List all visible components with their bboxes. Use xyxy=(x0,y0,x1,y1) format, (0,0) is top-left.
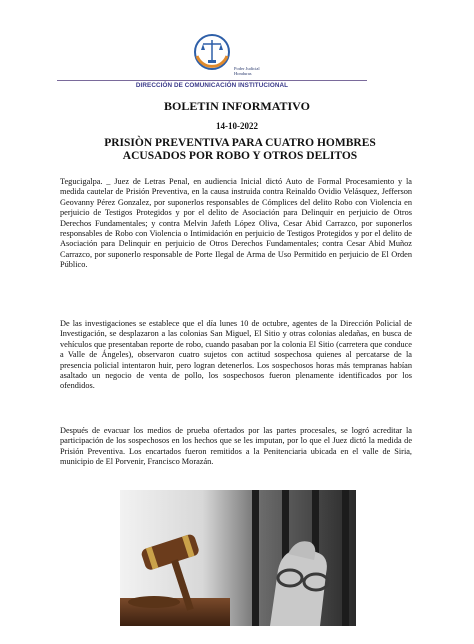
bulletin-date: 14-10-2022 xyxy=(216,121,258,131)
department-rule xyxy=(57,80,367,90)
headline: PRISIÒN PREVENTIVA PARA CUATRO HOMBRES ACUSADOS POR ROBO Y OTROS DELITOS xyxy=(104,137,376,162)
paragraph-2: De las investigaciones se establece que el día lunes 10 de octubre, agentes de la Dirección Policial de Investigación, se desplazaron a las colonias San Miguel, El Sitio y otras colonias aledañas, en busca de vehículos que presentaban reporte de robo, cuando pasaban por la colonia El Sitio (carretera que conduce a Valle de Ángeles), observaron cuatro sujetos con actitud sospechosa quienes al percatarse de la presencia policial intentaron huir, pero logran detenerlos. Los sospechosos horas más tempranas habían asaltado un negocio de venta de pollo, los sospechosos fueron plenamente identificados por los ofendidos. xyxy=(60,319,412,391)
paragraph-3: Después de evacuar los medios de prueba ofertados por las partes procesales, se logró acreditar la participación de los sospechosos en los hechos que se les imputan, por lo que el Juez dictó la medida de Prisión Preventiva. Los encartados fueron remitidos a la Penitenciaria ubicada en el valle de Siria, municipio de El Porvenir, Francisco Morazán. xyxy=(60,426,412,467)
paragraph-1: Tegucigalpa. _ Juez de Letras Penal, en audiencia Inicial dictó Auto de Formal Procesamiento y la medida cautelar de Prisión Preventiva, en la causa instruida contra Reinaldo Ovidio Velásquez, Jefferson Geovanny Pérez Gonzalez, por suponerlos responsables de Cómplices del delito Robo con Violencia en perjuicio de Testigos Protegidos y por el delito de Asociación para Delinquir en perjuicio de Otros Derechos Fundamentales; y contra Melvin Jafeth López Oliva, Cesar Abid Carrazco, por suponerlos responsables de Robo con Violencia o Intimidación en perjuicio de Testigos Protegidos y por el delito de Asociación para Delinquir en perjuicio de Otros Derechos Fundamentales; contra Cesar Abid Muñoz Carrazco, por suponerlo responsable de Porte Ilegal de Arma de Uso Permitido en perjuicio de El Orden Público. xyxy=(60,177,412,270)
department-name: DIRECCIÓN DE COMUNICACIÓN INSTITUCIONAL xyxy=(135,82,289,89)
gavel-handcuffs-illustration-icon xyxy=(120,490,356,626)
logo-line-1: Poder Judicial xyxy=(234,66,260,71)
logo-line-2: Honduras xyxy=(234,71,252,76)
bulletin-title: BOLETIN INFORMATIVO xyxy=(164,99,310,113)
logo-caption xyxy=(234,66,260,76)
article-photo xyxy=(120,490,356,626)
poder-judicial-logo xyxy=(188,32,236,76)
scales-emblem-icon xyxy=(188,32,236,76)
